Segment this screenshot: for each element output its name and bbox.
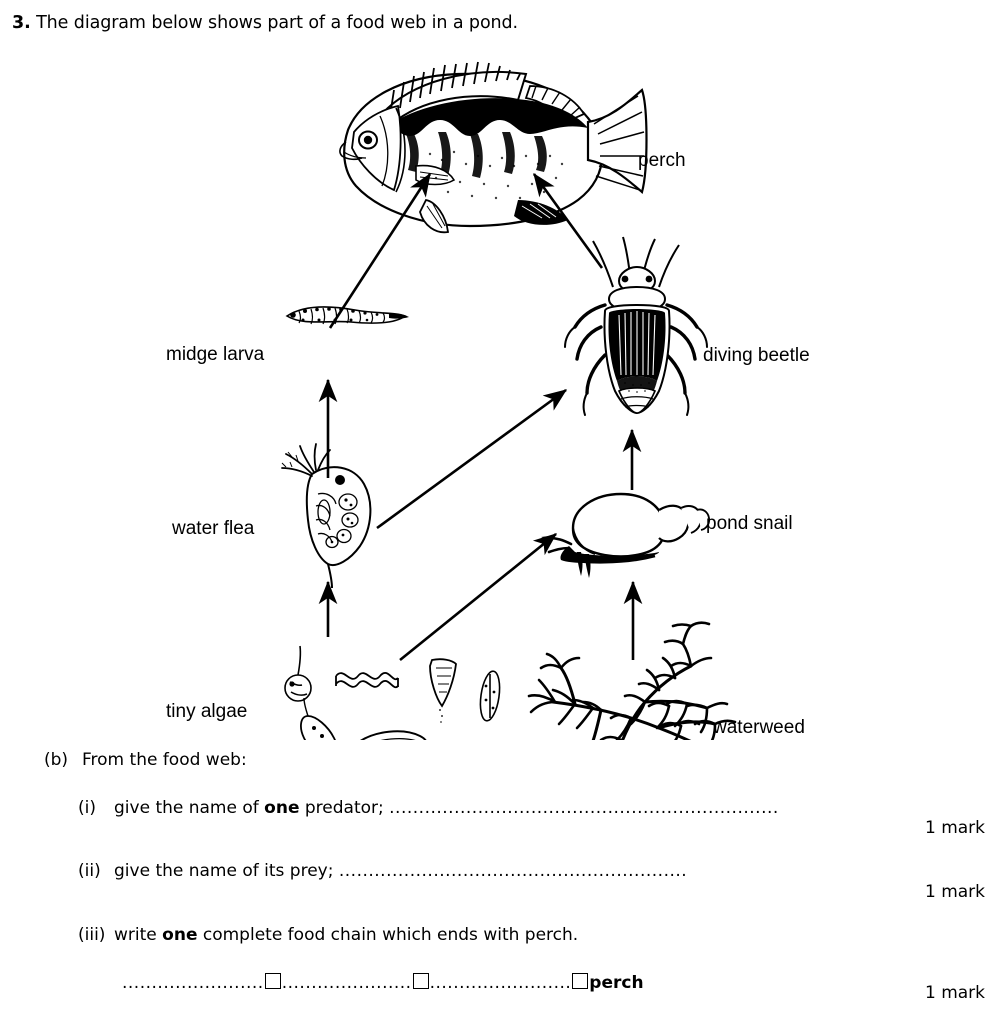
mark-allocation-iii: 1 mark [924, 983, 985, 1003]
food-chain-answer-line[interactable] [122, 973, 644, 993]
sub-question-i [78, 798, 779, 818]
perch-fish-drawing [340, 62, 647, 232]
q-ii-answer-dots[interactable]: ........................................................... [338, 861, 688, 881]
question-stem-text: The diagram below shows part of a food web in a pond. [36, 13, 519, 33]
q-i-text-before: give the name of [114, 798, 265, 818]
chain-arrow-box-1 [265, 973, 281, 989]
q-iii-text-before: write [114, 925, 163, 945]
label-waterweed: waterweed [713, 717, 805, 738]
arrow-algae-to-snail [400, 534, 556, 660]
q-i-text-after: predator; [299, 798, 390, 818]
label-water-flea: water flea [172, 518, 255, 539]
part-b-prompt [44, 750, 247, 770]
chain-arrow-box-2 [413, 973, 429, 989]
q-iii-bold: one [162, 925, 198, 945]
label-perch: perch [638, 150, 686, 171]
part-b-tag: (b) [44, 750, 69, 770]
chain-blank-1[interactable]: ........................ [122, 973, 264, 993]
midge-larva-drawing [287, 307, 409, 324]
question-stem [12, 12, 518, 35]
numeral-i: (i) [78, 798, 96, 818]
mark-allocation-ii: 1 mark [924, 882, 985, 902]
chain-arrow-box-3 [572, 973, 588, 989]
label-diving-beetle: diving beetle [703, 345, 810, 366]
chain-blank-3[interactable]: ........................ [429, 973, 572, 993]
mark-allocation-i: 1 mark [924, 818, 985, 838]
sub-question-ii [78, 861, 687, 881]
food-web-arrows [328, 174, 633, 660]
part-b-prompt-text: From the food web: [82, 750, 247, 770]
water-flea-drawing [282, 444, 370, 588]
diving-beetle-drawing [565, 237, 707, 415]
sub-question-iii [78, 925, 578, 945]
numeral-iii: (iii) [78, 925, 106, 945]
label-tiny-algae: tiny algae [166, 701, 248, 722]
q-iii-text-after: complete food chain which ends with perch. [197, 925, 579, 945]
pond-snail-drawing [541, 494, 709, 578]
numeral-ii: (ii) [78, 861, 101, 881]
q-ii-text-before: give the name of its prey; [114, 861, 339, 881]
question-number: 3. [12, 13, 31, 33]
chain-blank-2[interactable]: ...................... [281, 973, 412, 993]
food-web-diagram [0, 40, 1003, 740]
arrow-flea-to-beetle [377, 390, 566, 528]
tiny-algae-drawing [285, 646, 502, 740]
q-i-bold: one [264, 798, 300, 818]
label-pond-snail: pond snail [706, 513, 793, 534]
q-i-answer-dots[interactable]: .................................................................. [389, 798, 779, 818]
chain-final-word: perch [589, 973, 644, 993]
label-midge-larva: midge larva [166, 344, 265, 365]
